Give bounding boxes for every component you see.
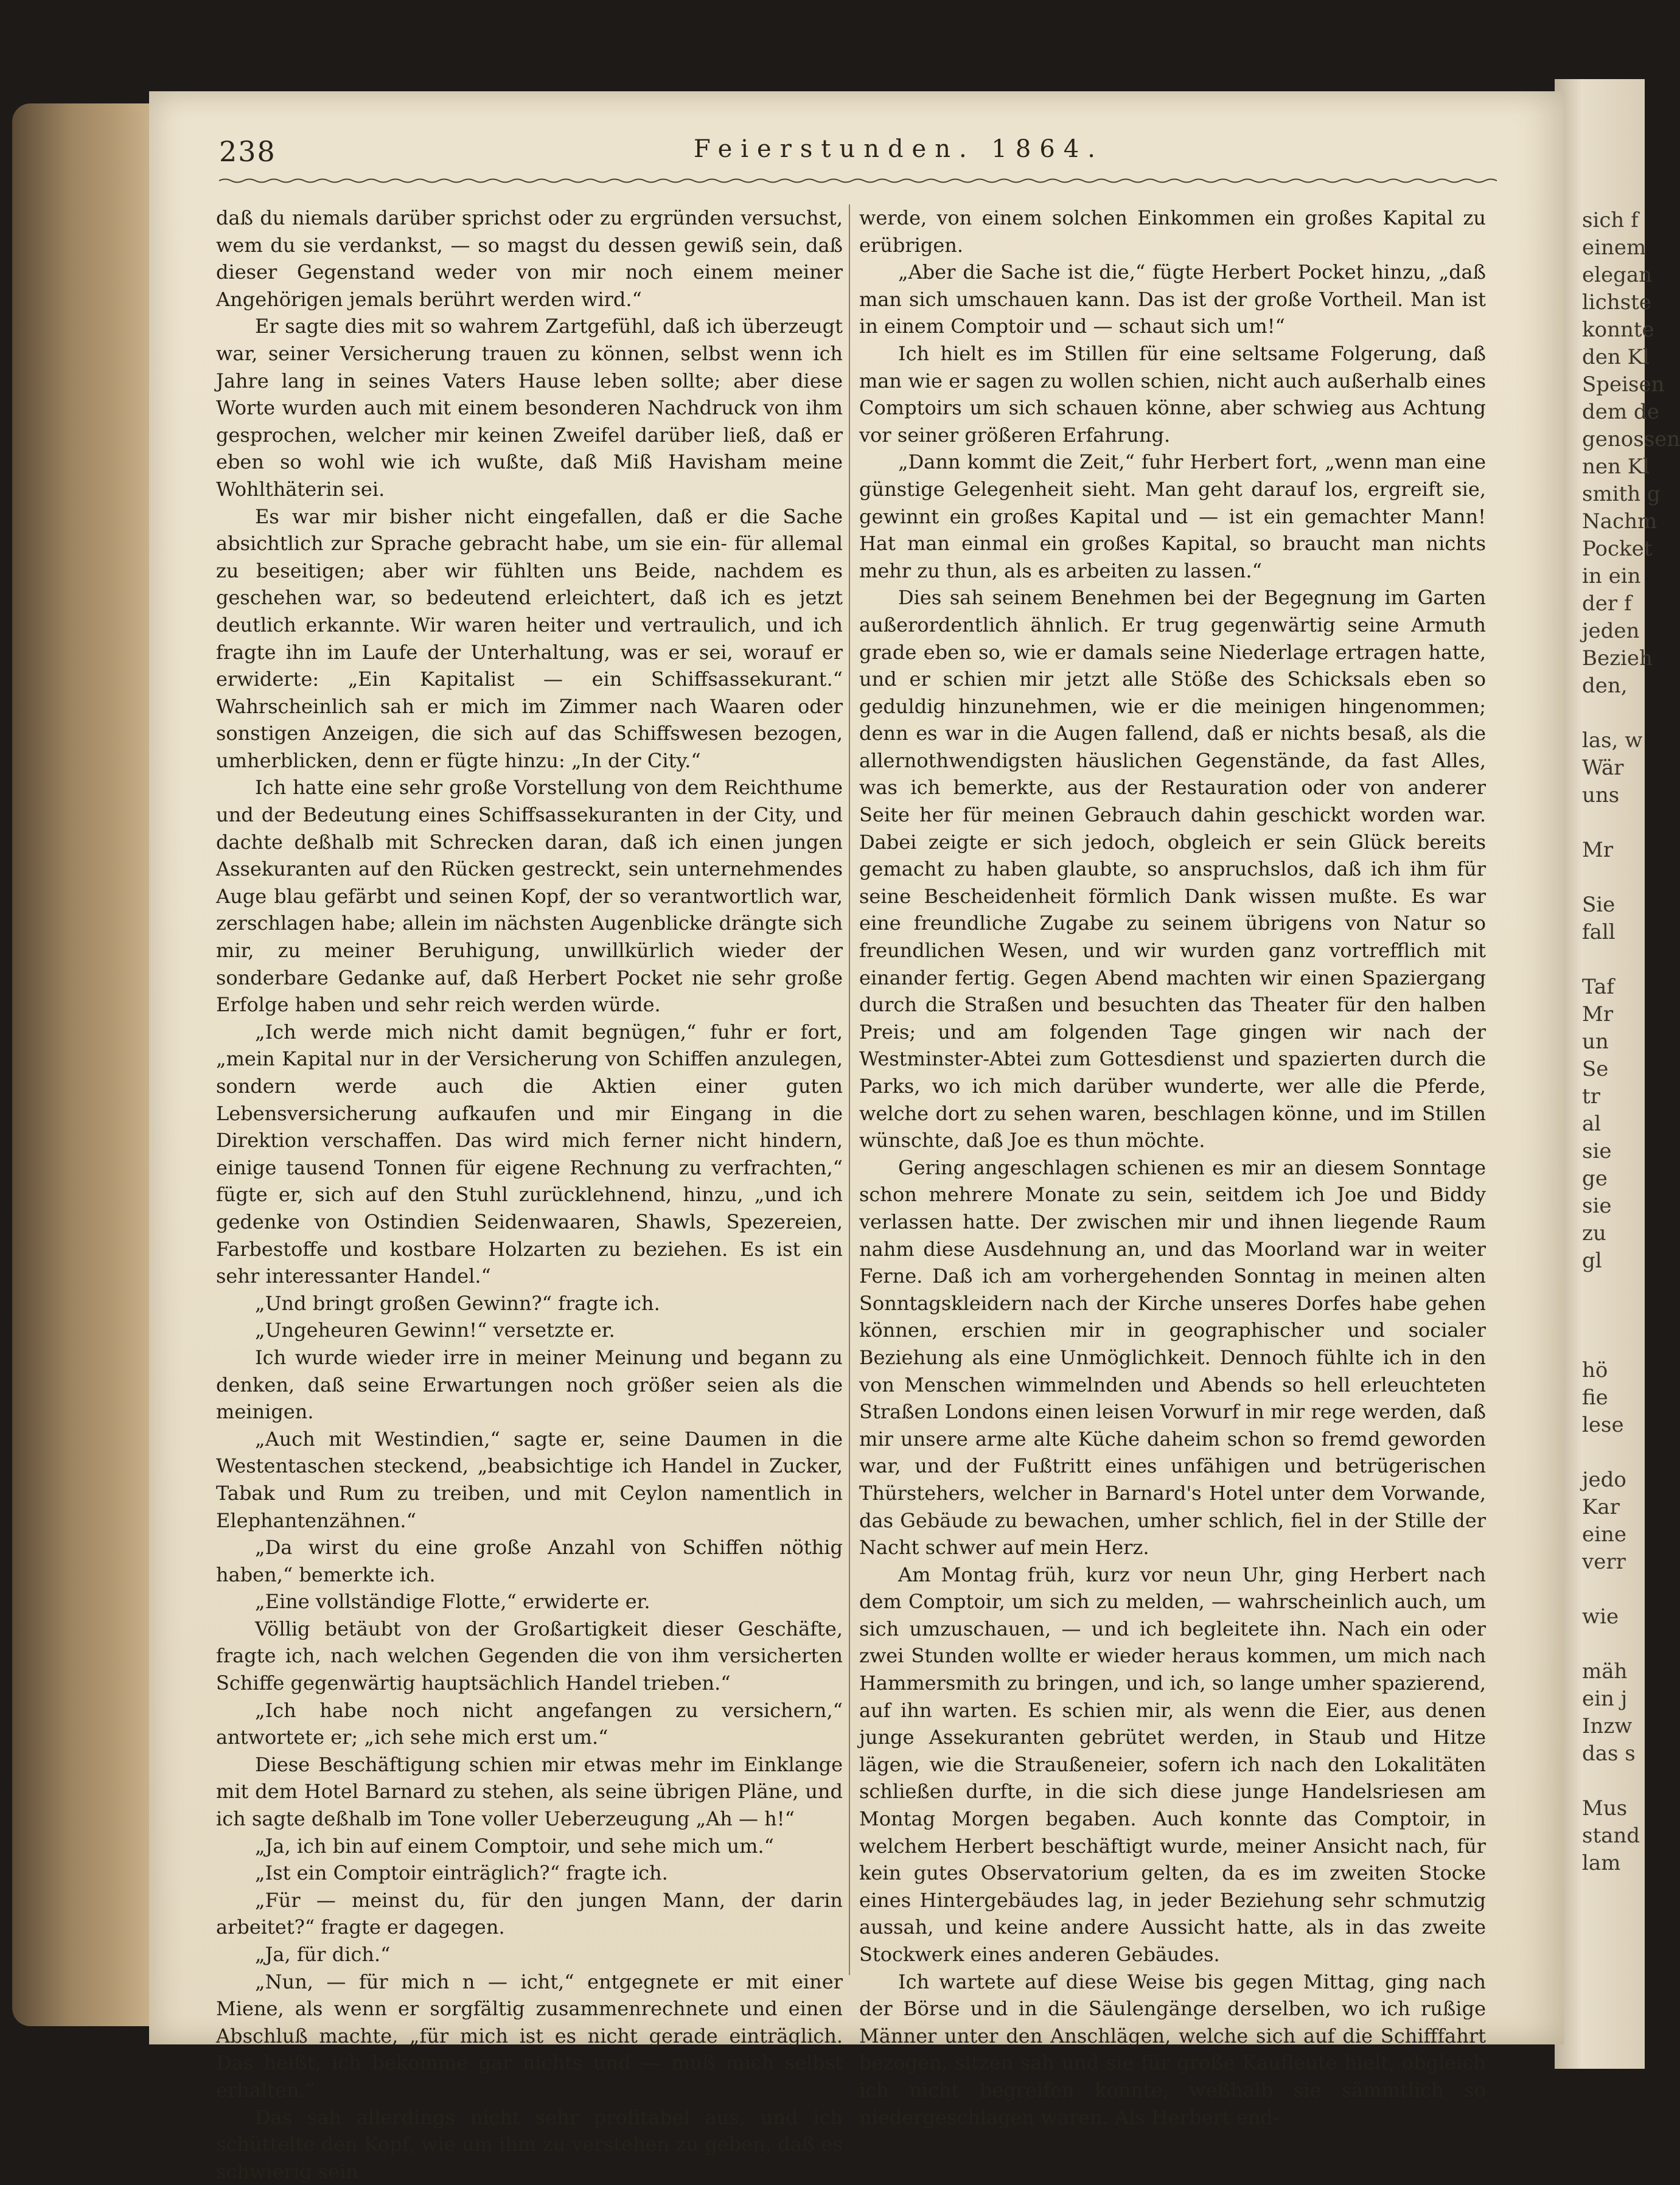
facing-page-fragment: hö — [1582, 1358, 1608, 1382]
facing-page-fragment: al — [1582, 1112, 1602, 1136]
paragraph: „Aber die Sache ist die,“ fügte Herbert Pocket hinzu, „daß man sich umschauen kann. Das ist der große Vortheil. Man ist in einem Comptoir und — schaut sich um!“ — [859, 260, 1486, 338]
facing-page-fragment: sich f — [1582, 208, 1639, 232]
paragraph: „Ich werde mich nicht damit begnügen,“ fuhr er fort, „mein Kapital nur in der Versicherung von Schiffen anzulegen, sondern werde auch die Aktien einer guten Lebensversicherung aufkaufen und mir Eingang in die Direktion verschaffen. Das wird mich ferner nicht hindern, einige tausend Tonnen für eigene Rechnung zu verfrachten,“ fügte er, sich auf den Stuhl zurücklehnend, hinzu, „und ich gedenke von Ostindien Seidenwaaren, Shawls, Spezereien, Farbestoffe und kostbare Holzarten zu beziehen. Es ist ein sehr interessanter Handel.“ — [216, 1020, 843, 1288]
facing-page-fragment: zu — [1582, 1221, 1606, 1246]
facing-page-fragment: ge — [1582, 1166, 1608, 1191]
paragraph: „Und bringt großen Gewinn?“ fragte ich. — [255, 1291, 660, 1315]
facing-page-fragment: Mr — [1582, 838, 1614, 862]
facing-page-text-fragments — [1582, 207, 1680, 2032]
facing-page-fragment: Kar — [1582, 1495, 1620, 1519]
facing-page-fragment: eine — [1582, 1522, 1627, 1547]
text-column-left — [216, 204, 843, 2183]
facing-page-fragment: wie — [1582, 1605, 1619, 1629]
header-wavy-rule — [219, 178, 1485, 184]
facing-page-fragment: elegan — [1582, 263, 1653, 287]
paragraph: werde, von einem solchen Einkommen ein großes Kapital zu erübrigen. — [859, 206, 1486, 257]
facing-page-fragment: genossen — [1582, 427, 1680, 451]
facing-page-fragment: stand — [1582, 1824, 1640, 1848]
paragraph: daß du niemals darüber sprichst oder zu ergründen versuchst, wem du sie verdankst, — so magst du dessen gewiß sein, daß dieser Gegenstand weder von mir noch einem meiner Angehörigen jemals berührt werden wird.“ — [216, 206, 843, 311]
facing-page-fragment — [1582, 1576, 1643, 1603]
facing-page-fragment: das s — [1582, 1741, 1636, 1766]
column-divider — [849, 204, 850, 1975]
paragraph: „Für — meinst du, für den jungen Mann, der darin arbeitet?“ fragte er dagegen. — [216, 1888, 843, 1939]
paragraph: „Ja, für dich.“ — [255, 1943, 391, 1966]
paragraph: „Ungeheuren Gewinn!“ versetzte er. — [255, 1319, 615, 1342]
facing-page-fragment: fie — [1582, 1385, 1608, 1410]
facing-page-fragment: Speisen — [1582, 372, 1665, 397]
facing-page-fragment: den, — [1582, 674, 1628, 698]
facing-page-fragment — [1582, 1302, 1643, 1329]
facing-page-fragment — [1582, 700, 1643, 727]
facing-page-fragment: einem — [1582, 235, 1647, 260]
facing-page-fragment: der f — [1582, 591, 1632, 616]
paragraph: Es war mir bisher nicht eingefallen, daß er die Sache absichtlich zur Sprache gebracht habe, um sie ein- für allemal zu beseitigen; aber wir fühlten uns Beide, nachdem es geschehen war, so bedeutend erleichtert, daß ich es jetzt deutlich erkannte. Wir waren heiter und vertraulich, und ich fragte ihn im Laufe der Unterhaltung, was er sei, worauf er erwiderte: „Ein Kapitalist — ein Schiffsassekurant.“ Wahrscheinlich sah er mich im Zimmer nach Waaren oder sonstigen Anzeigen, die sich auf das Schiffswesen bezogen, umherblicken, denn er fügte hinzu: „In der City.“ — [216, 504, 843, 772]
facing-page-fragment: dem de — [1582, 400, 1659, 424]
paragraph: „Auch mit Westindien,“ sagte er, seine Daumen in die Westentaschen steckend, „beabsichtige ich Handel in Zucker, Tabak und Rum zu treiben, und mit Ceylon namentlich in Elephantenzähnen.“ — [216, 1427, 843, 1532]
facing-page-fragment: un — [1582, 1030, 1609, 1054]
facing-page-fragment — [1582, 946, 1643, 974]
paragraph: Diese Beschäftigung schien mir etwas mehr im Einklange mit dem Hotel Barnard zu stehen, als seine übrigen Pläne, und ich sagte deßhalb im Tone voller Ueberzeugung „Ah — h!“ — [216, 1752, 843, 1831]
paragraph: Ich wurde wieder irre in meiner Meinung und begann zu denken, daß seine Erwartungen noch größer seien als die meinigen. — [216, 1345, 843, 1424]
facing-page-fragment — [1582, 1275, 1643, 1302]
facing-page-fragment: Nachm — [1582, 509, 1657, 534]
paragraph: „Dann kommt die Zeit,“ fuhr Herbert fort, „wenn man eine günstige Gelegenheit sieht. Man geht darauf los, ergreift sie, gewinnt ein großes Kapital und — ist ein gemachter Mann! Hat man einmal ein großes Kapital, so braucht man nichts mehr zu thun, als es arbeiten zu lassen.“ — [859, 450, 1486, 582]
facing-page-fragment: lese — [1582, 1413, 1624, 1437]
facing-page-fragment: tr — [1582, 1084, 1600, 1109]
facing-page-fragment: jeden — [1582, 619, 1640, 643]
facing-page-fragment: nen Kl — [1582, 455, 1650, 479]
facing-page-fragment: konnte — [1582, 318, 1654, 342]
facing-page-fragment — [1582, 809, 1643, 837]
paragraph: Das sah allerdings nicht sehr profitabel aus, und ich schüttelte den Kopf, wie um ihm zu verstehen zu geben, daß es schwierig sein — [216, 2105, 843, 2183]
paragraph: Am Montag früh, kurz vor neun Uhr, ging Herbert nach dem Comptoir, um sich zu melden, — wahrscheinlich auch, um sich umzuschauen, — und ich begleitete ihn. Nach ein oder zwei Stunden wollte er wieder heraus kommen, um mich nach Hammersmith zu bringen, und ich, so lange umher spazierend, auf ihn warten. Es schien mir, als wenn die Eier, aus denen junge Assekuranten gebrütet werden, in Staub und Hitze lägen, wie die Straußeneier, sofern ich nach den Lokalitäten schließen durfte, in die sich diese junge Handelsriesen am Montag Morgen begaben. Auch konnte das Comptoir, in welchem Herbert beschäftigt wurde, meiner Ansicht nach, für kein gutes Observatorium gelten, da es im zweiten Stocke eines Hintergebäudes lag, in jeder Beziehung sehr schmutzig aussah, und keine andere Aussicht hatte, als in das zweite Stockwerk eines anderen Gebäudes. — [859, 1563, 1486, 1966]
paragraph: „Nun, — für mich n — icht,“ entgegnete er mit einer Miene, als wenn er sorgfältig zusammenrechnete und einen Abschluß machte, „für mich ist es nicht gerade einträglich. Das heißt, ich bekomme gar nichts und — muß mich selbst erhalten.“ — [216, 1970, 843, 2102]
facing-page-fragment: den Kl — [1582, 345, 1650, 369]
facing-page-fragment — [1582, 1329, 1643, 1357]
facing-page-fragment — [1582, 864, 1643, 891]
facing-page-fragment: Se — [1582, 1057, 1609, 1081]
paragraph: „Ist ein Comptoir einträglich?“ fragte ich. — [255, 1861, 668, 1885]
paragraph: Ich hielt es im Stillen für eine seltsame Folgerung, daß man wie er sagen zu wollen schien, nicht auch außerhalb eines Comptoirs um sich schauen könne, aber schwieg aus Achtung vor seiner größeren Erfahrung. — [859, 341, 1486, 447]
paragraph: Ich hatte eine sehr große Vorstellung von dem Reichthume und der Bedeutung eines Schiffsassekuranten in der City, und dachte deßhalb mit Schrecken daran, daß ich einen jungen Assekuranten auf den Rücken gestreckt, sein unternehmendes Auge blau gefärbt und seinen Kopf, der so verantwortlich war, zerschlagen habe; allein im nächsten Augenblicke drängte sich mir, zu meiner Beruhigung, unwillkürlich wieder der sonderbare Gedanke auf, daß Herbert Pocket nie sehr große Erfolge haben und sehr reich werden würde. — [216, 776, 843, 1017]
paragraph: Gering angeschlagen schienen es mir an diesem Sonntage schon mehrere Monate zu sein, seitdem ich Joe und Biddy verlassen hatte. Der zwischen mir und ihnen liegende Raum nahm diese Ausdehnung an, und das Moorland war in weiter Ferne. Daß ich am vorhergehenden Sonntag in meinen alten Sonntagskleidern nach der Kirche unseres Dorfes habe gehen können, erschien mir in geographischer und socialer Beziehung als eine Unmöglichkeit. Dennoch fühlte ich in den von Menschen wimmelnden und Abends so hell erleuchteten Straßen Londons einen leisen Vorwurf in mir rege werden, daß mir unsere arme alte Küche daheim schon so fremd geworden war, und der Fußtritt eines unfähigen und betrügerischen Thürstehers, welcher in Barnard's Hotel unter dem Vorwande, das Gebäude zu bewachen, umher schlich, fiel in der Stille der Nacht schwer auf mein Herz. — [859, 1155, 1486, 1559]
facing-page-fragment: in ein — [1582, 564, 1641, 588]
facing-page-fragment: Taf — [1582, 975, 1614, 999]
facing-page-fragment: sie — [1582, 1194, 1612, 1218]
facing-page-fragment: Pocket — [1582, 537, 1653, 561]
facing-page-fragment: Sie — [1582, 893, 1616, 917]
text-column-right — [859, 204, 1486, 2129]
facing-page-fragment: Mus — [1582, 1796, 1628, 1821]
facing-page-fragment: jedo — [1582, 1468, 1626, 1492]
facing-page-fragment: lam — [1582, 1851, 1621, 1875]
facing-page-fragment: uns — [1582, 783, 1620, 807]
paragraph: Er sagte dies mit so wahrem Zartgefühl, daß ich überzeugt war, seiner Versicherung trauen zu können, selbst wenn ich Jahre lang in seines Vaters Hause leben sollte; aber diese Worte wurden auch mit einem besonderen Nachdruck von ihm gesprochen, welcher mir keinen Zweifel darüber ließ, daß er eben so wohl wie ich wußte, daß Miß Havisham meine Wohlthäterin sei. — [216, 315, 843, 501]
facing-page-fragment: verr — [1582, 1550, 1626, 1574]
facing-page-fragment — [1582, 1439, 1643, 1466]
paragraph: Ich wartete auf diese Weise bis gegen Mittag, ging nach der Börse und in die Säulengänge derselben, wo ich rußige Männer unter den Anschlägen, welche sich auf die Schifffahrt bezogen, sitzen sah und sie für große Kaufleute hielt, obgleich ich nicht begreifen konnte, weßhalb sie sämmtlich so niedergeschlagen waren. Als Herbert end- — [859, 1970, 1486, 2129]
paragraph: „Ich habe noch nicht angefangen zu versichern,“ antwortete er; „ich sehe mich erst um.“ — [216, 1698, 843, 1749]
facing-page-fragment: las, w — [1582, 728, 1643, 753]
paragraph: Dies sah seinem Benehmen bei der Begegnung im Garten außerordentlich ähnlich. Er trug gegenwärtig seine Armuth grade eben so, wie er damals seine Niederlage ertragen hatte, und er schien mir jetzt alle Stöße des Schicksals eben so geduldig hinzunehmen, wie er die meinigen hingenommen; denn es war in die Augen fallend, daß er nichts besaß, als die allernothwendigsten häuslichen Gegenstände, da fast Alles, was ich bemerkte, aus der Restauration oder von anderer Seite her für meinen Gebrauch dahin geschickt worden war. Dabei zeigte er sich jedoch, obgleich er sein Glück bereits gemacht zu haben glaubte, so anspruchslos, daß ich ihm für seine Bescheidenheit förmlich Dank wissen mußte. Es war eine freundliche Zugabe zu seinem übrigens von Natur so freundlichen Wesen, und wir wurden ganz vortrefflich mit einander fertig. Gegen Abend machten wir einen Spaziergang durch die Straßen und besuchten das Theater für den halben Preis; und am folgenden Tage gingen wir nach der Westminster-Abtei zum Gottesdienst und spazierten durch die Parks, wo ich mich darüber wunderte, wer alle die Pferde, welche dort zu sehen waren, beschlagen könne, und im Stillen wünschte, daß Joe es thun möchte. — [859, 586, 1486, 1152]
paragraph: Völlig betäubt von der Großartigkeit dieser Geschäfte, fragte ich, nach welchen Gegenden die von ihm versicherten Schiffe gegenwärtig hauptsächlich Handel trieben.“ — [216, 1617, 843, 1695]
running-title: Feierstunden. 1864. — [694, 135, 1104, 163]
facing-page-fragment: Mr — [1582, 1002, 1614, 1026]
facing-page-fragment: gl — [1582, 1249, 1602, 1273]
facing-page-fragment: Wär — [1582, 756, 1624, 780]
page-stack-left-edge — [12, 103, 158, 2026]
page-header — [219, 135, 1497, 178]
facing-page-fragment: Bezieh — [1582, 646, 1653, 671]
facing-page-fragment — [1582, 1631, 1643, 1658]
paragraph: „Eine vollständige Flotte,“ erwiderte er. — [255, 1590, 650, 1614]
paragraph: „Ja, ich bin auf einem Comptoir, und sehe mich um.“ — [255, 1834, 774, 1858]
facing-page-fragment: smith g — [1582, 482, 1661, 506]
facing-page-fragment: mäh — [1582, 1659, 1628, 1684]
facing-page-fragment: ein j — [1582, 1687, 1628, 1711]
facing-page-fragment: Inzw — [1582, 1714, 1633, 1738]
page-number: 238 — [219, 135, 276, 168]
facing-page-fragment: sie — [1582, 1139, 1612, 1163]
paragraph: „Da wirst du eine große Anzahl von Schiffen nöthig haben,“ bemerkte ich. — [216, 1536, 843, 1586]
facing-page-fragment: lichste — [1582, 290, 1651, 315]
facing-page-fragment: fall — [1582, 920, 1616, 944]
facing-page-fragment — [1582, 1768, 1643, 1795]
